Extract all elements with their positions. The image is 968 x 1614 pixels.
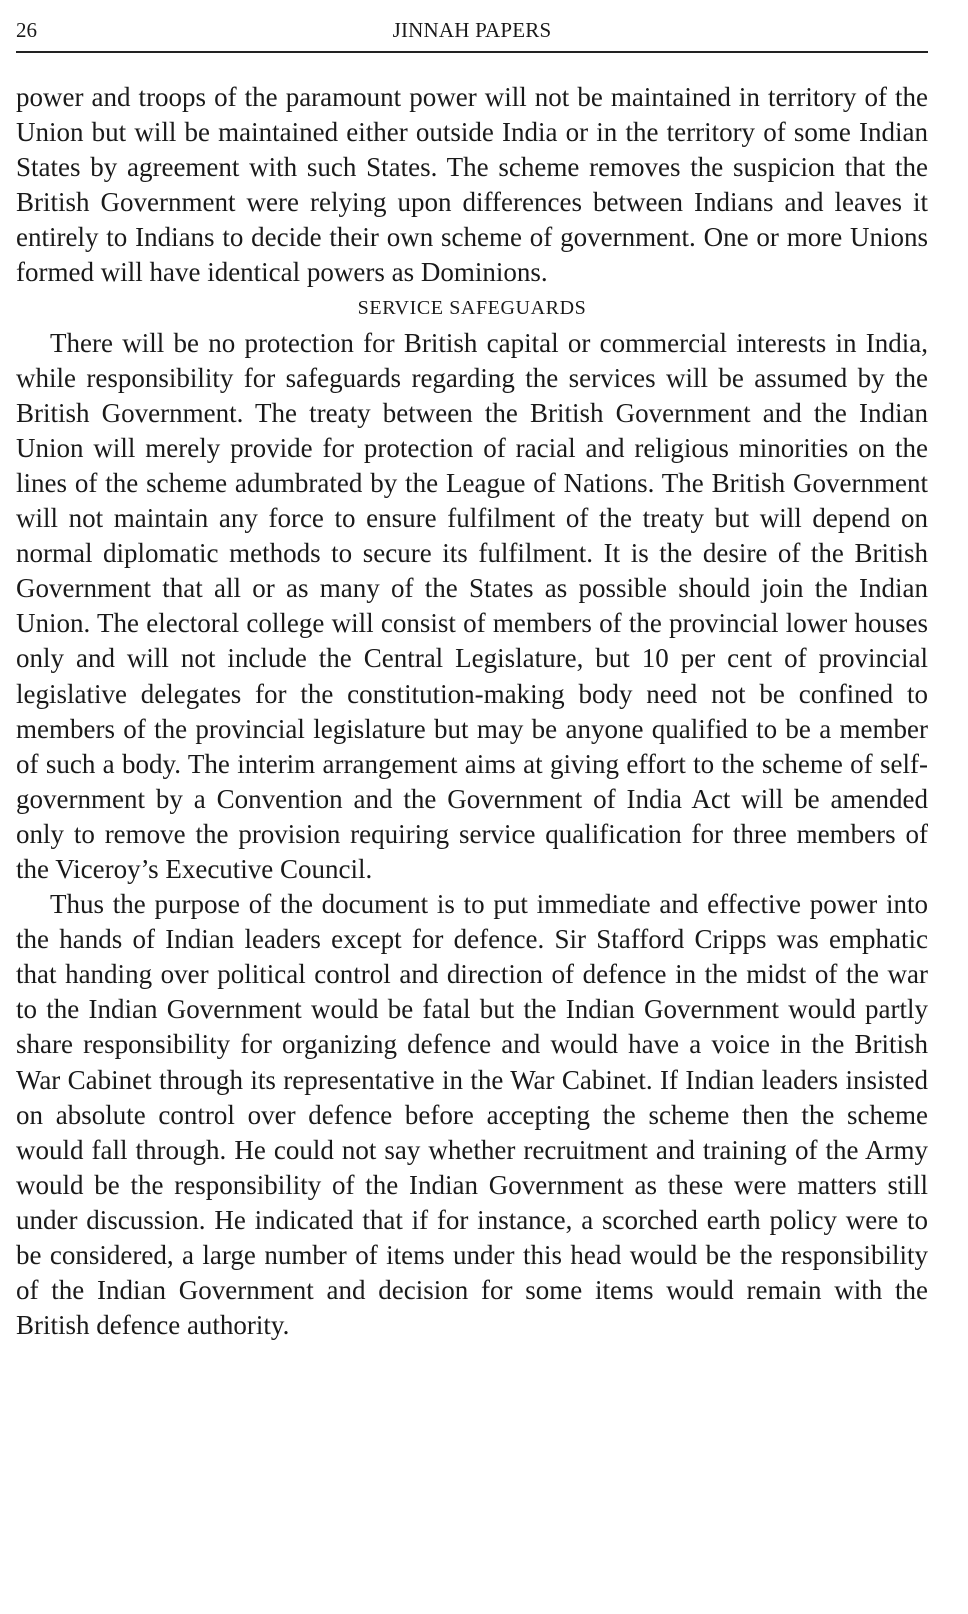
paragraph-service-safeguards: There will be no protection for British capital or commercial interests in India, while responsibility for safeguards regarding the services will be assumed by the British Government. The treaty between the British Government and the Indian Union will merely provide for protection of racial and religious minorities on the lines of the scheme adumbrated by the League of Nations. The British Government will not maintain any force to ensure fulfilment of the treaty but will depend on normal diplomatic methods to secure its fulfilment. It is the desire of the British Government that all or as many of the States as possible should join the Indian Union. The electoral college will consist of members of the provincial lower houses only and will not include the Central Legislature, but 10 per cent of provincial legislative delegates for the constitution-making body need not be confined to members of the provincial legislature but may be anyone qualified to be a member of such a body. The interim arrangement aims at giving effort to the scheme of self-government by a Convention and the Government of India Act will be amended only to remove the provision requiring service qualification for three members of the Viceroy’s Executive Council. (16, 327, 928, 884)
paragraph-continued: power and troops of the paramount power will not be maintained in territory of the Union but will be maintained either outside India or in the territory of some Indian States by agreement with such States. The scheme removes the suspicion that the British Government were relying upon differences between Indians and leaves it entirely to Indians to decide their own scheme of government. One or more Unions formed will have identical powers as Dominions. (16, 82, 928, 288)
body-text (16, 80, 928, 1343)
section-heading: SERVICE SAFEGUARDS (357, 296, 587, 319)
header-rule (16, 51, 928, 53)
running-title: JINNAH PAPERS (392, 18, 552, 42)
paragraph-defence: Thus the purpose of the document is to put immediate and effective power into the hands of Indian leaders except for defence. Sir Stafford Cripps was emphatic that handing over political control and direction of defence in the midst of the war to the Indian Government would be fatal but the Indian Government would partly share responsibility for organizing defence and would have a voice in the British War Cabinet through its representative in the War Cabinet. If Indian leaders insisted on absolute control over defence before accepting the scheme then the scheme would fall through. He could not say whether recruitment and training of the Army would be the responsibility of the Indian Government as these were matters still under discussion. He indicated that if for instance, a scorched earth policy were to be considered, a large number of items under this head would be the responsibility of the Indian Government and decision for some items would remain with the British defence authority. (16, 889, 928, 1341)
page-header (16, 16, 928, 50)
page-number: 26 (16, 18, 37, 42)
